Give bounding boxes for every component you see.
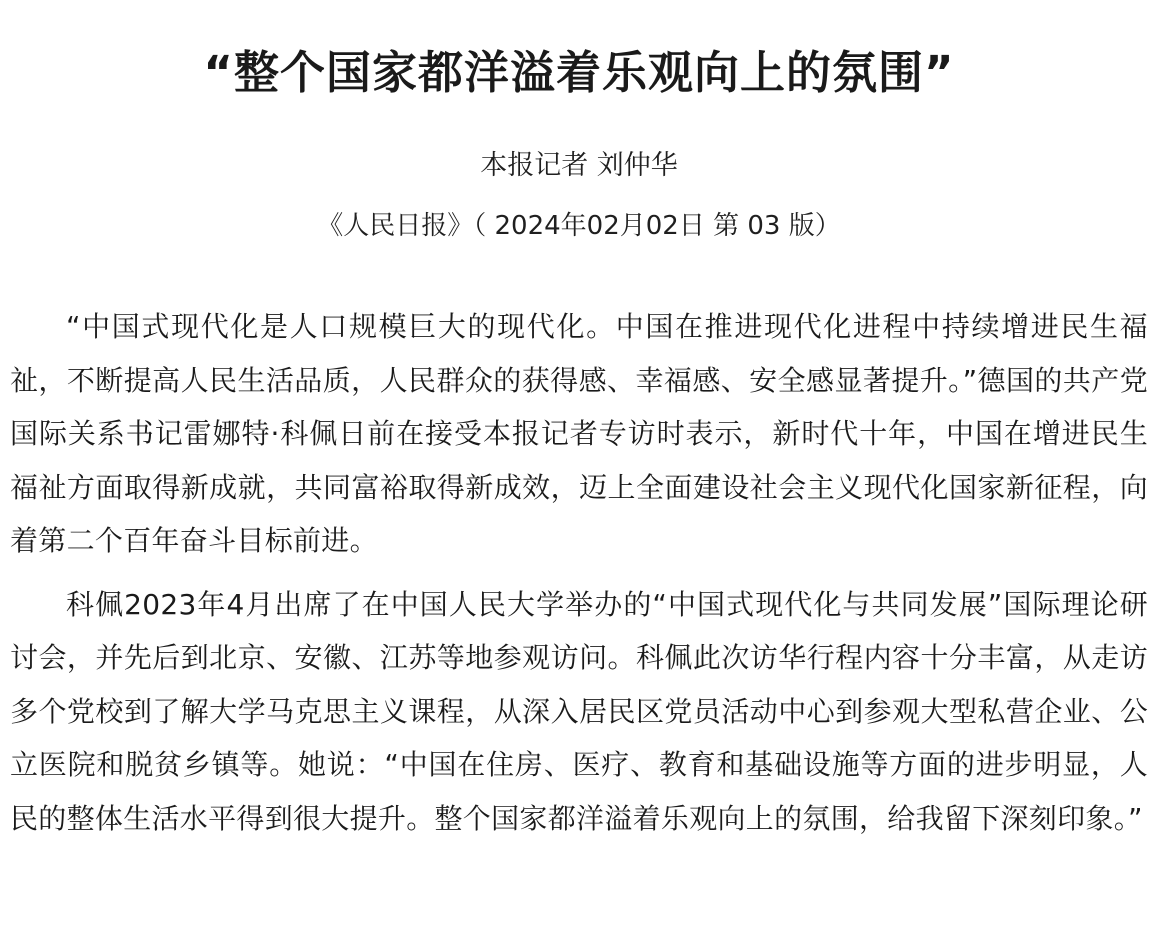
article-body (10, 300, 1148, 845)
article-paragraph-2: 科佩2023年4月出席了在中国人民大学举办的“中国式现代化与共同发展”国际理论研讨会，并先后到北京、安徽、江苏等地参观访问。科佩此次访华行程内容十分丰富，从走访多个党校到了解大学马克思主义课程，从深入居民区党员活动中心到参观大型私营企业、公立医院和脱贫乡镇等。她说：“中国在住房、医疗、教育和基础设施等方面的进步明显，人民的整体生活水平得到很大提升。整个国家都洋溢着乐观向上的氛围，给我留下深刻印象。” (10, 587, 1148, 835)
article-byline: 本报记者 刘仲华 (480, 150, 678, 181)
article-paragraph-1: “中国式现代化是人口规模巨大的现代化。中国在推进现代化进程中持续增进民生福祉，不断提高人民生活品质，人民群众的获得感、幸福感、安全感显著提升。”德国的共产党国际关系书记雷娜特·科佩日前在接受本报记者专访时表示，新时代十年，中国在增进民生福祉方面取得新成就，共同富裕取得新成效，迈上全面建设社会主义现代化国家新征程，向着第二个百年奋斗目标前进。 (10, 310, 1148, 557)
article-title: “整个国家都洋溢着乐观向上的氛围” (203, 46, 955, 99)
article-source: 《人民日报》（ 2024年02月02日 第 03 版） (317, 211, 841, 241)
